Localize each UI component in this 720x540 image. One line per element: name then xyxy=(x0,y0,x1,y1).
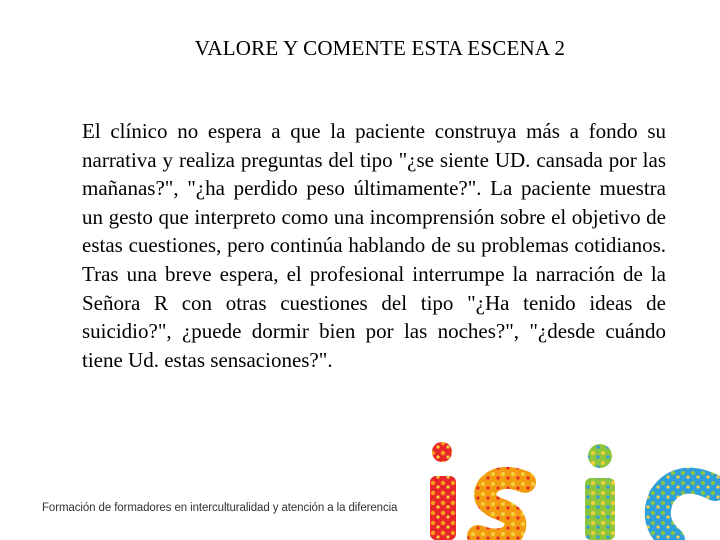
footer-caption: Formación de formadores en interculturalidad y atención a la diferencia xyxy=(42,502,398,514)
slide-title: VALORE Y COMENTE ESTA ESCENA 2 xyxy=(194,36,566,60)
isic-logo xyxy=(400,430,720,540)
slide-body-text: El clínico no espera a que la paciente construya más a fondo su narrativa y realiza preguntas del tipo "¿se siente UD. cansada por las mañanas?", "¿ha perdido peso últimamente?". La paciente muestra un gesto que interpreto como una incomprensión sobre el objetivo de estas cuestiones, pero continúa hablando de su problemas cotidianos. Tras una breve espera, el profesional interrumpe la narración de la Señora R con otras cuestiones del tipo "¿Ha tenido ideas de suicidio?", ¿puede dormir bien por las noches?", "¿desde cuándo tiene Ud. estas sensaciones?". xyxy=(82,119,666,372)
